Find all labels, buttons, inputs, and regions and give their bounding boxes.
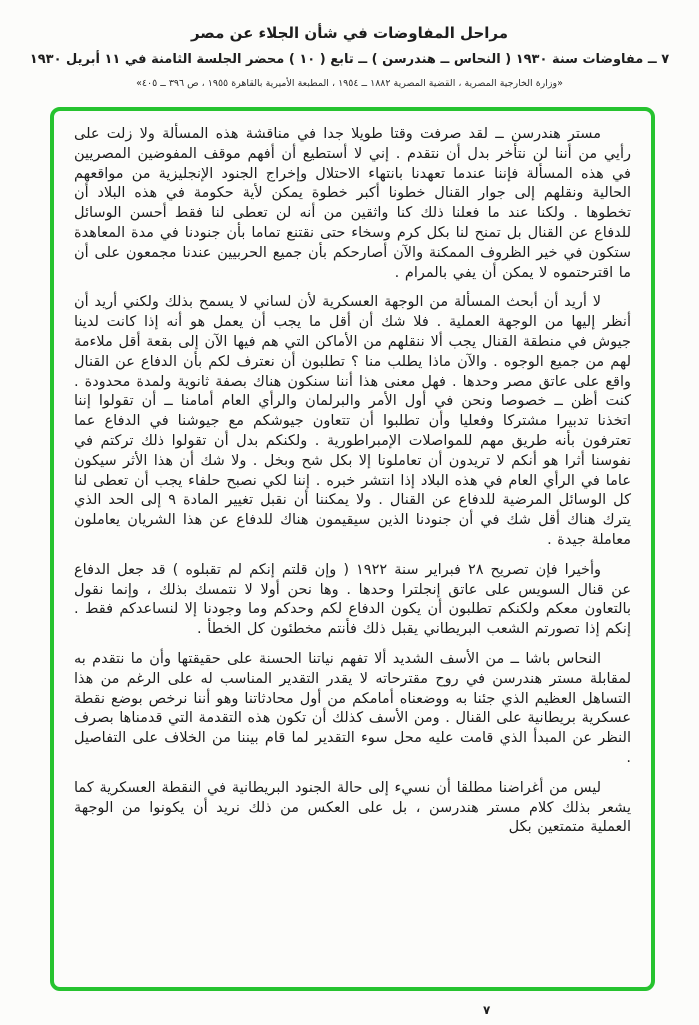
page-number: ٧ bbox=[483, 1003, 491, 1017]
document-body bbox=[74, 125, 631, 838]
paragraph: ليس من أغراضنا مطلقا أن نسيء إلى حالة الجنود البريطانية في النقطة العسكرية كما يشعر بذلك كلام مستر هندرسن ، بل على العكس من ذلك نريد أن يكونوا من الوجهة العملية متمتعين بكل bbox=[74, 779, 631, 836]
document-subtitle: ٧ ــ مفاوضات سنة ١٩٣٠ ( النحاس ــ هندرسن ) ــ تابع ( ١٠ ) محضر الجلسة الثامنة في ١١ أبريل ١٩٣٠ bbox=[29, 52, 670, 67]
green-border-text-box bbox=[50, 107, 655, 991]
paragraph: وأخيرا فإن تصريح ٢٨ فبراير سنة ١٩٢٢ ( وإن قلتم إنكم لم تقبلوه ) قد جعل الدفاع عن قنال السويس على عاتق إنجلترا وحدها . وها نحن أولا لا نتمسك بذلك ، وإنما نقول بالتعاون معكم ولكنكم تطلبون أن يكون الدفاع لكم وحدكم وما وجودنا إلا لنساعدكم فقط . إنكم إذا تصورتم الشعب البريطاني يقبل ذلك فأنتم مخطئون كل الخطأ . bbox=[74, 561, 631, 638]
paragraph: النحاس باشا ــ من الأسف الشديد ألا تفهم نياتنا الحسنة على حقيقتها وأن ما نتقدم به لمقابلة مستر هندرسن في روح مقترحاته لا يقدر التقدير المناسب له على الرغم من هذا التساهل العظيم الذي جئنا به ووضعناه أمامكم من أول محادثاتنا وهو أننا نرخص بوضع نقطة عسكرية بريطانية على القنال . ومن الأسف كذلك أن تكون هذه التقدمة التي قدمناها بصرف النظر عن المبدأ الذي قامت عليه محل سوء التقدير لما قام بيننا من الخلاف على التفاصيل . bbox=[74, 650, 631, 766]
paragraph: لا أريد أن أبحث المسألة من الوجهة العسكرية لأن لساني لا يسمح بذلك ولكني أريد أن أنظر إليها من الوجهة العملية . فلا شك أن أقل ما يجب أن يعمل هو أنه إذا كانت لدينا جيوش في منطقة القنال يجب ألا ننقلهم من الأماكن التي هم فيها الآن إلى بقعة أقل ملاءمة لهم من جميع الوجوه . والآن ماذا يطلب منا ؟ تطلبون أن نعترف لكم بأن الدفاع عن القنال واقع على عاتق مصر وحدها . فهل معنى هذا أننا سنكون هناك بصفة ثانوية ولمدة محدودة . كنت أظن ــ خصوصا ونحن في أول الأمر والبرلمان والرأي العام أمامنا ــ أن تقولوا إننا اتخذنا تدبيرا مشتركا وفعليا وأن تطلبوا أن تتعاون جيوشكم مع جيوشنا في الدفاع عما تعترفون بأنه طريق مهم للمواصلات الإمبراطورية . ولكنكم بدل أن تقولوا ذلك تركتم في نفوسنا أثرا هو أنكم لا تريدون أن تعاملونا إلا بكل شح وبخل . ولا شك أن هذا الأثر سيكون عاما في الرأي العام في هذه البلاد إذا انتشر خبره . إننا لكي نصبح حلفاء يجب أن تعطى لنا كل الوسائل المرضية للدفاع عن القنال . ولا يمكننا أن نقبل تغيير المادة ٩ إلى الحد الذي يترك هناك أقل شك في أن جنودنا الذين سيقيمون هناك للدفاع عن هذا الشريان يعاملون معاملة جيدة . bbox=[74, 294, 631, 548]
source-citation: «وزارة الخارجية المصرية ، القضية المصرية ١٨٨٢ ــ ١٩٥٤ ، المطبعة الأميرية بالقاهرة ١٩٥٥ ، ص ٣٩٦ ــ ٤٠٥» bbox=[136, 78, 563, 89]
document-title: مراحل المفاوضات في شأن الجلاء عن مصر bbox=[190, 24, 509, 42]
paragraph: مستر هندرسن ــ لقد صرفت وقتا طويلا جدا في مناقشة هذه المسألة ولا زلت على رأيي من أننا لن نتأخر بدل أن نتقدم . إني لا أستطيع أن أفهم موقف المفوضين المصريين في هذه المسألة فإننا عندما تعهدنا بانتهاء الاحتلال وإخراج الجنود الإنجليزية من مواقعهم الحالية ونقلهم إلى جوار القنال خطونا أكبر خطوة يمكن لأية حكومة في هذه البلاد أن تخطوها . ولكنا عند ما فعلنا ذلك كنا واثقين من أنه لن تعطى لنا فقط أحسن الوسائل للدفاع عن القنال بل تمنح لنا بكل كرم وسخاء حتى نقتنع تماما بأن جنودنا في مدة المعاهدة ستكون في خير الظروف الممكنة والآن أصارحكم بأن جميع الحربيين عندنا مجمعون على أن ما اقترحتموه لا يمكن أن يفي بالمرام . bbox=[74, 126, 631, 281]
page-header bbox=[0, 0, 699, 89]
